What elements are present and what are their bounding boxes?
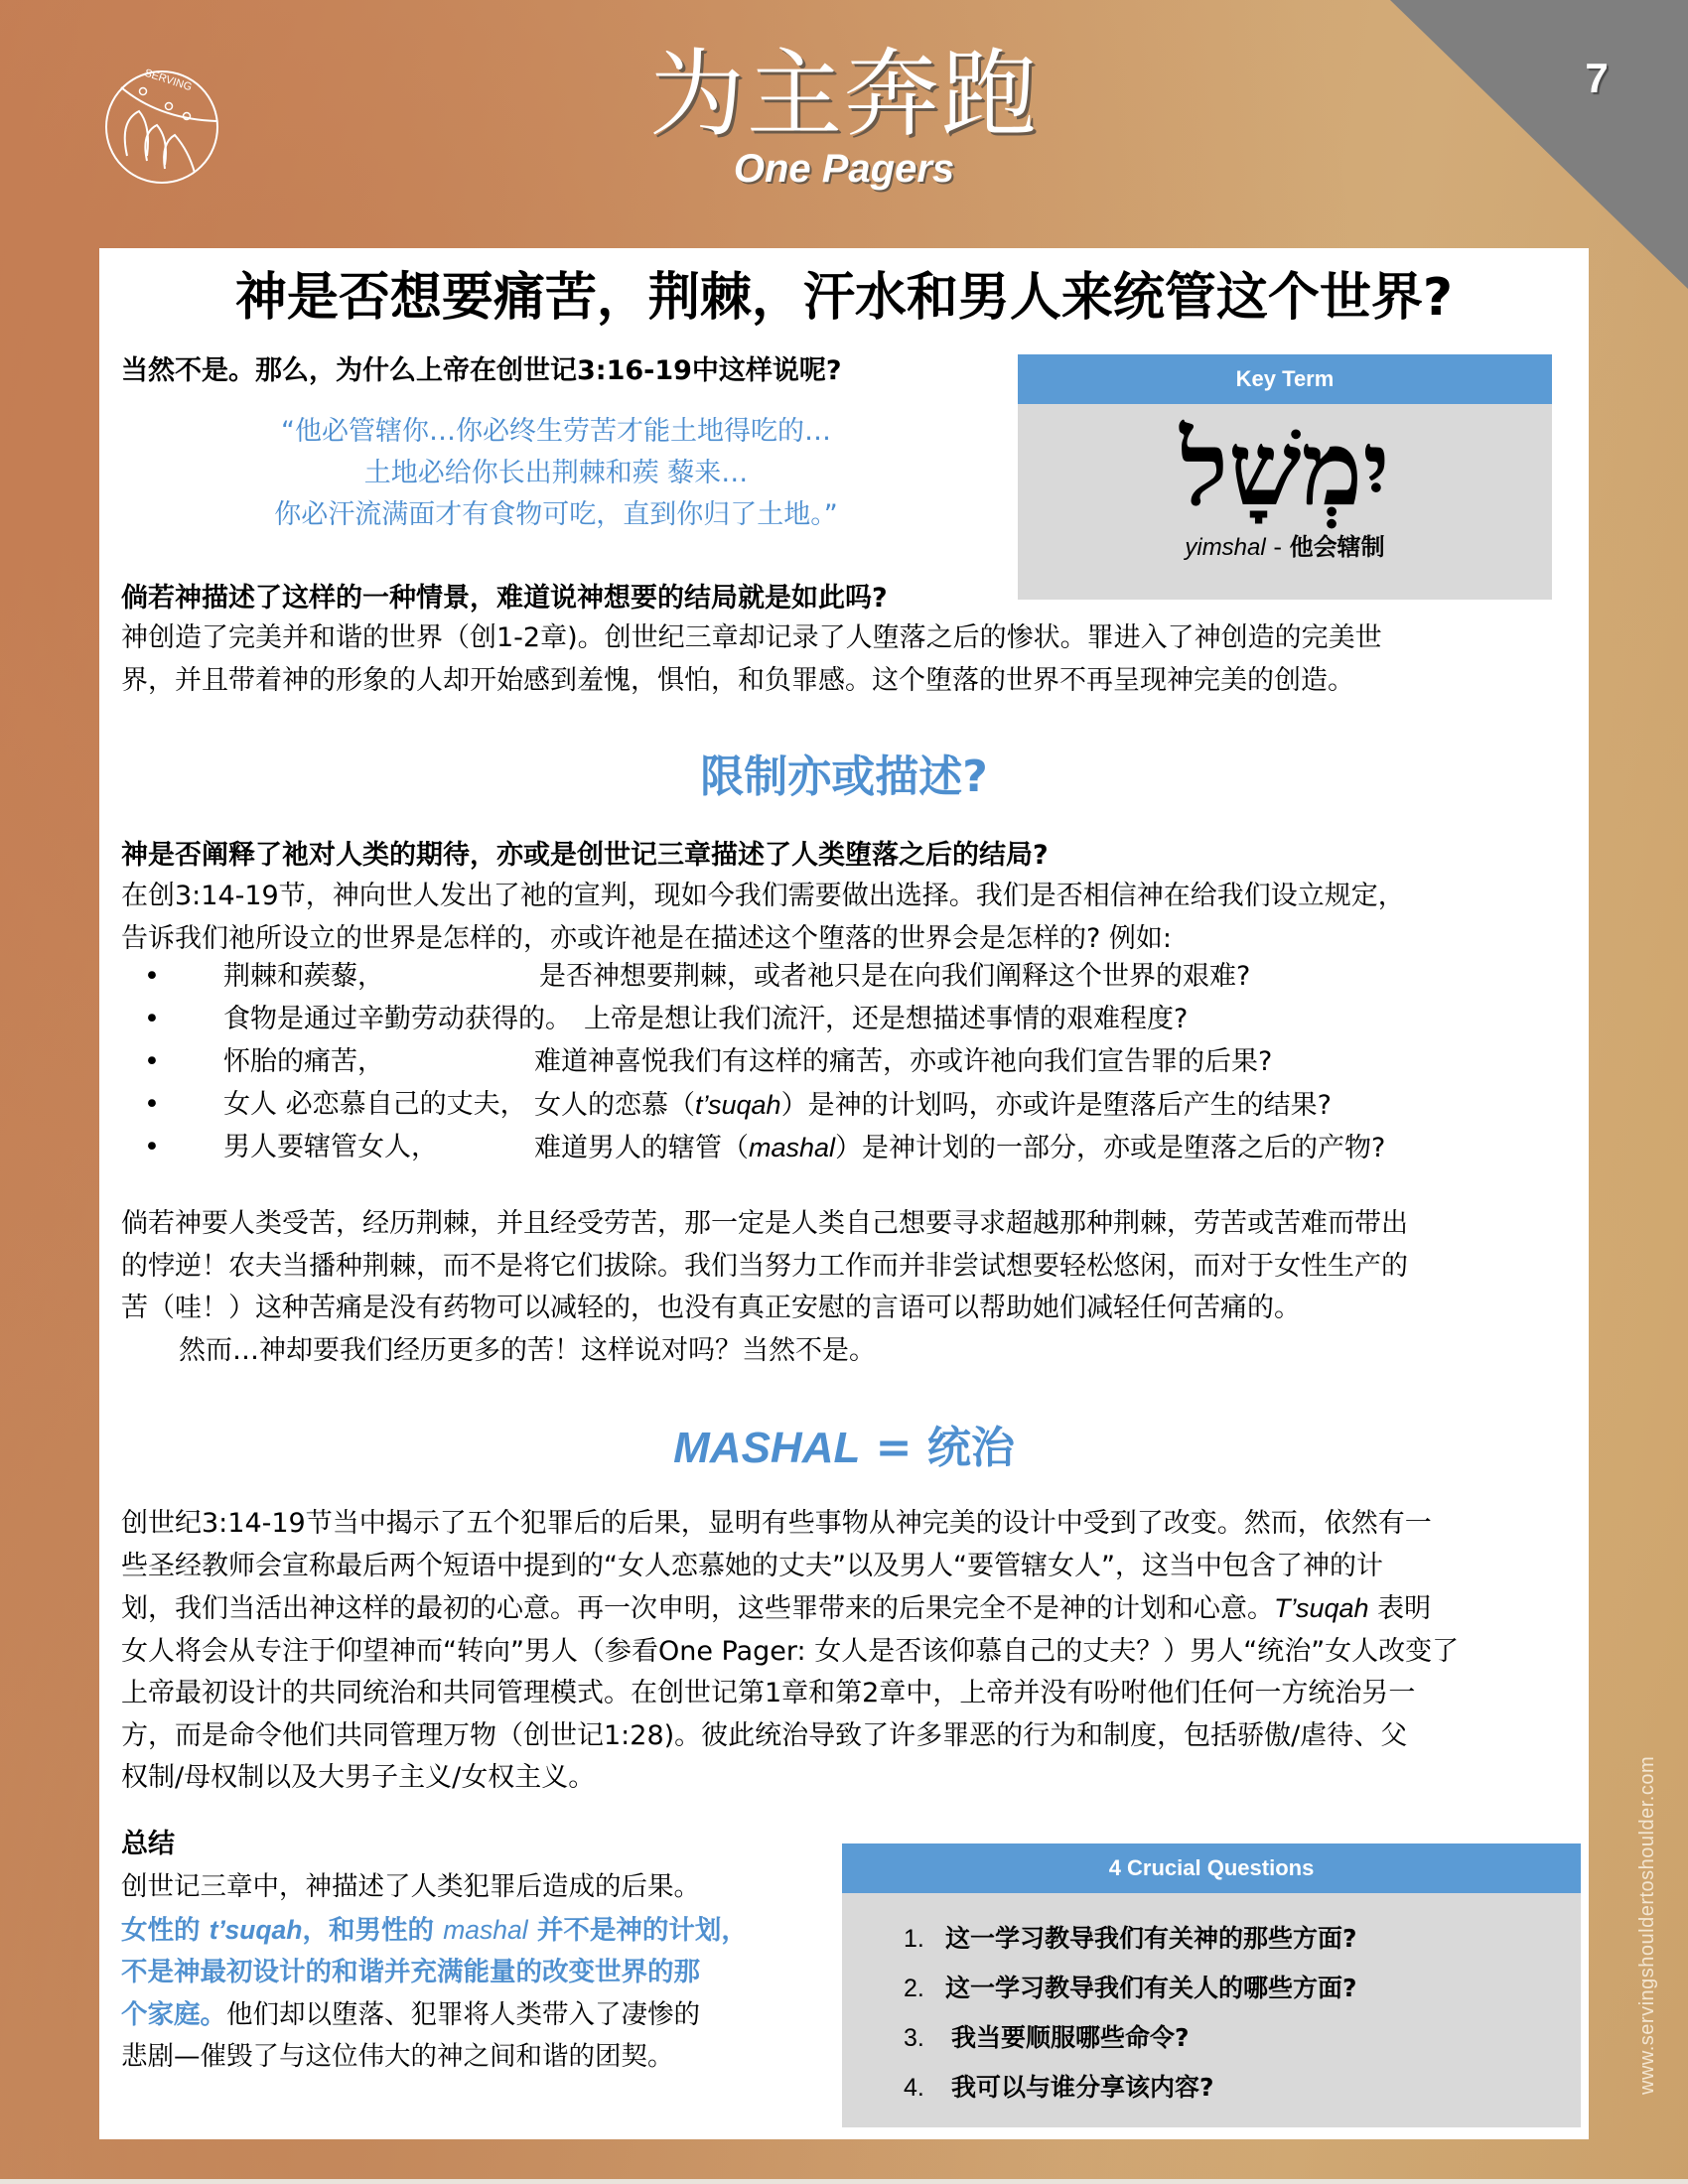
transliteration: yimshal	[1185, 534, 1266, 561]
intro-question: 当然不是。那么，为什么上帝在创世记3:16-19中这样说呢?	[121, 355, 842, 386]
svg-text:SERVING: SERVING	[143, 67, 194, 94]
section-question: 神是否阐释了祂对人类的期待，亦或是创世记三章描述了人类堕落之后的结局?	[121, 840, 1049, 871]
question-item: 3. 我当要顺服哪些命令?	[904, 2023, 1190, 2052]
bold-question: 倘若神描述了这样的一种情景，难道说神想要的结局就是如此吗?	[121, 583, 888, 614]
brand-title: 为主奔跑	[649, 39, 1039, 150]
question-item: 1. 这一学习教导我们有关神的那些方面?	[904, 1924, 1357, 1953]
page-title: 神是否想要痛苦，荆棘，汗水和男人来统管这个世界?	[234, 268, 1454, 328]
summary-text: 创世记三章中，神描述了人类犯罪后造成的后果。 女性的 t’suqah，和男性的 mashal 并不是神的计划， 不是神最初设计的和谐并充满能量的改变世界的那 个家庭。他们却以堕落、犯罪将人类带入了凄惨的 悲剧—催毁了与这位伟大的神之间和谐的团契。	[121, 1871, 748, 2072]
summary-heading: 总结	[121, 1829, 175, 1859]
meaning: 他会辖制	[1289, 533, 1385, 561]
bullet-icon: •	[144, 1004, 160, 1034]
section-paragraph-2: 倘若神要人类受苦，经历荆棘，并且经受劳苦，那一定是人类自己想要寻求超越那种荆棘，劳苦或苦难而带出 的悖逆！农夫当播种荆棘，而不是将它们拔除。我们当努力工作而并非尝试想要轻松悠闲，而对于女性生产的 苦（哇！）这种苦痛是没有药物可以减轻的，也没有真正安慰的言语可以帮助她们减轻任何苦痛的。 然而…神却要我们经历更多的苦！这样说对吗？当然不是。	[121, 1208, 1408, 1366]
key-term-caption: yimshal - 他会辖制	[1185, 533, 1385, 561]
section-heading-mashal: MASHAL = 统治	[673, 1423, 1015, 1473]
bullet-icon: •	[144, 1132, 160, 1162]
hebrew-word: יִמְשָׁל	[1180, 407, 1390, 529]
brand-subtitle: One Pagers	[733, 147, 955, 191]
page-number: 7	[1585, 55, 1609, 101]
intro-paragraph: 神创造了完美并和谐的世界（创1-2章)。创世纪三章却记录了人堕落之后的惨状。罪进入了神创造的完美世 界，并且带着神的形象的人却开始感到羞愧，惧怕，和负罪感。这个堕落的世界不再呈现神完美的创造。	[121, 622, 1382, 696]
quote-line: 土地必给你长出荆棘和蒺 藜来…	[363, 458, 749, 488]
scripture-quote	[119, 411, 993, 536]
bullet-icon: •	[144, 1089, 160, 1120]
crucial-questions-box	[842, 1843, 1581, 2127]
quote-line: “他必管辖你…你必终生劳苦才能土地得吃的…	[281, 416, 831, 447]
example-list: • 荆棘和蒺藜， 是否神想要荆棘，或者祂只是在向我们阐释这个世界的艰难? • 食物是通过辛勤劳动获得的。 上帝是想让我们流汗，还是想描述事情的艰难程度? • 怀胎的痛苦， 难道神喜悦我们有这样的痛苦，亦或许祂向我们宣告罪的后果? • 女人 必恋慕自己的丈夫， 女人的恋慕（t’suqah）是神的计划吗，亦或许是堕落后产生的结果? • 男人要辖管女人， 难道男人的辖管（mashal）是神计划的一部分，亦或是堕落之后的产物?	[144, 957, 1574, 1175]
key-term-header: Key Term	[1018, 354, 1552, 404]
crucial-questions-header: 4 Crucial Questions	[842, 1843, 1581, 1893]
key-term-box	[1018, 354, 1552, 600]
website-link[interactable]: www.servingshouldertoshoulder.com	[1636, 1755, 1658, 2095]
mashal-paragraph: 创世纪3:14-19节当中揭示了五个犯罪后的后果，显明有些事物从神完美的设计中受到了改变。然而，依然有一 些圣经教师会宣称最后两个短语中提到的“女人恋慕她的丈夫”以及男人“要管辖女人”，这当中包含了神的计 划，我们当活出神这样的最初的心意。再一次申明，这些罪带来的后果完全不是神的计划和心意。T’suqah 表明 女人将会从专注于仰望神而“转向”男人（参看One Pager: 女人是否该仰慕自己的丈夫？）男人“统治”女人改变了 上帝最初设计的共同统治和共同管理模式。在创世记第1章和第2章中，上帝并没有吩咐他们任何一方统治另一 方，而是命令他们共同管理万物（创世记1:28)。彼此统治导致了许多罪恶的行为和制度，包括骄傲/虐待、父 权制/母权制以及大男子主义/女权主义。	[121, 1508, 1460, 1793]
content-panel	[99, 248, 1589, 2139]
question-item: 4. 我可以与谁分享该内容?	[904, 2073, 1214, 2102]
bottom-edge	[0, 2179, 1688, 2184]
section-heading-limit: 限制亦或描述?	[700, 751, 988, 802]
section-paragraph: 在创3:14-19节，神向世人发出了祂的宣判，现如今我们需要做出选择。我们是否相信神在给我们设立规定， 告诉我们祂所设立的世界是怎样的，亦或许祂是在描述这个堕落的世界会是怎样的? 例如:	[121, 881, 1405, 954]
bullet-icon: •	[144, 961, 160, 992]
quote-line: 你必汗流满面才有食物可吃，直到你归了土地。”	[274, 499, 838, 530]
question-item: 2. 这一学习教导我们有关人的哪些方面?	[904, 1974, 1357, 2002]
bullet-icon: •	[144, 1046, 160, 1077]
